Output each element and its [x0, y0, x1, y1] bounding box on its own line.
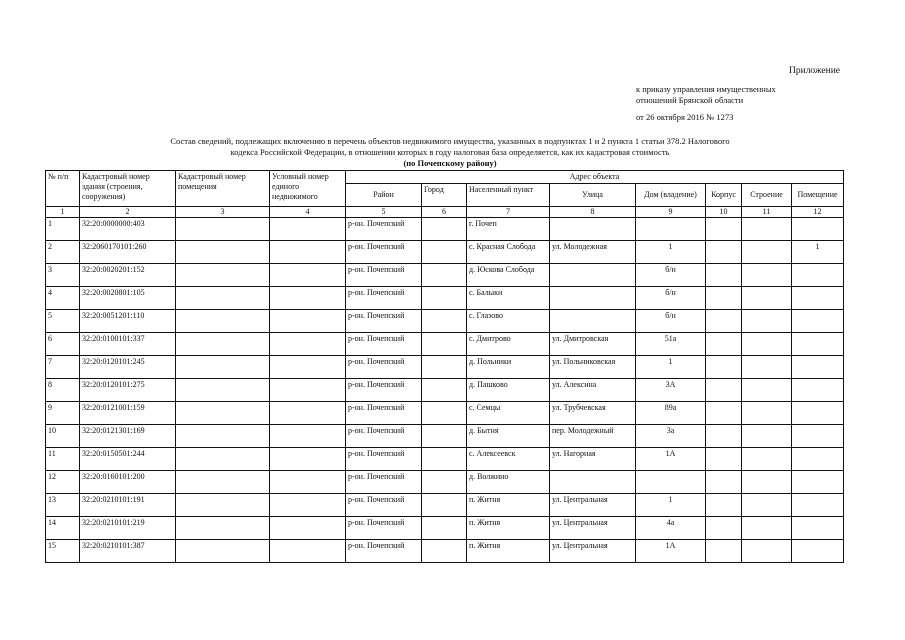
table-cell: пер. Молодежный: [550, 425, 636, 448]
table-cell: 89а: [636, 402, 706, 425]
table-cell: [550, 264, 636, 287]
table-cell: р-он. Почепский: [346, 425, 422, 448]
table-row: [46, 402, 844, 425]
table-cell: [176, 494, 270, 517]
table-cell: 9: [46, 402, 80, 425]
table-row: [46, 379, 844, 402]
order-reference-line2: отношений Брянской области: [636, 95, 744, 105]
table-cell: [792, 356, 844, 379]
table-cell: д. Волжино: [467, 471, 550, 494]
document-title: [60, 136, 840, 169]
table-cell: [792, 287, 844, 310]
table-cell: [706, 540, 742, 563]
table-cell: с. Балыки: [467, 287, 550, 310]
table-cell: [706, 379, 742, 402]
header-cadastral-room: Кадастровый номер помещения: [176, 171, 270, 207]
table-cell: [792, 540, 844, 563]
table-cell: 15: [46, 540, 80, 563]
table-cell: [706, 402, 742, 425]
table-cell: [270, 241, 346, 264]
table-cell: 1: [636, 241, 706, 264]
table-cell: [550, 310, 636, 333]
table-cell: [422, 379, 467, 402]
header-num: № п/п: [46, 171, 80, 207]
table-cell: [422, 471, 467, 494]
table-cell: [706, 425, 742, 448]
header-street: Улица: [550, 184, 636, 207]
table-cell: 32:20:0120101:245: [80, 356, 176, 379]
table-cell: р-он. Почепский: [346, 494, 422, 517]
header-conditional-number: Условный номер единого недвижимого: [270, 171, 346, 207]
table-cell: 32:20:0210101:219: [80, 517, 176, 540]
table-row: [46, 425, 844, 448]
table-cell: [706, 517, 742, 540]
table-cell: 14: [46, 517, 80, 540]
table-cell: [270, 540, 346, 563]
table-cell: [742, 264, 792, 287]
table-row: [46, 448, 844, 471]
table-cell: [422, 402, 467, 425]
table-cell: [176, 402, 270, 425]
table-cell: [550, 218, 636, 241]
table-cell: 32:20:0121001:159: [80, 402, 176, 425]
column-number: 3: [176, 207, 270, 218]
table-cell: [270, 425, 346, 448]
table-cell: [742, 448, 792, 471]
table-cell: [422, 448, 467, 471]
table-cell: 1: [46, 218, 80, 241]
table-cell: 10: [46, 425, 80, 448]
table-cell: д. Юскова Слобода: [467, 264, 550, 287]
table-cell: [422, 287, 467, 310]
table-cell: р-он. Почепский: [346, 448, 422, 471]
header-korpus: Корпус: [706, 184, 742, 207]
table-cell: 4а: [636, 517, 706, 540]
table-cell: [422, 310, 467, 333]
table-cell: ул. Центральная: [550, 540, 636, 563]
table-cell: ул. Польниковская: [550, 356, 636, 379]
table-cell: 51а: [636, 333, 706, 356]
table-cell: ул. Молодежная: [550, 241, 636, 264]
table-cell: р-он. Почепский: [346, 517, 422, 540]
table-cell: [422, 540, 467, 563]
table-cell: [270, 517, 346, 540]
table-row: [46, 540, 844, 563]
table-cell: с. Глазово: [467, 310, 550, 333]
column-number-row: [46, 207, 844, 218]
column-number: 5: [346, 207, 422, 218]
table-cell: д. Пашково: [467, 379, 550, 402]
table-row: [46, 333, 844, 356]
table-cell: [270, 287, 346, 310]
header-city: Город: [422, 184, 467, 207]
table-cell: [270, 448, 346, 471]
table-cell: р-он. Почепский: [346, 402, 422, 425]
table-cell: [422, 264, 467, 287]
table-cell: [422, 241, 467, 264]
table-row: [46, 264, 844, 287]
header-cadastral-building: Кадастровый номер здания (строения, сооружения): [80, 171, 176, 207]
table-row: [46, 287, 844, 310]
table-cell: с. Семцы: [467, 402, 550, 425]
table-row: [46, 310, 844, 333]
order-reference-line1: к приказу управления имущественных: [636, 84, 776, 94]
table-cell: [742, 333, 792, 356]
table-row: [46, 494, 844, 517]
column-number: 12: [792, 207, 844, 218]
table-cell: [550, 287, 636, 310]
title-line1: Состав сведений, подлежащих включению в перечень объектов недвижимого имущества, указанных в подпунктах 1 и 2 пункта 1 статьи 378.2 Налогового: [170, 136, 730, 146]
table-cell: [636, 471, 706, 494]
title-line2: кодекса Российской Федерации, в отношении которых в году налоговая база определяется, как их кадастровая стоимость: [230, 147, 670, 157]
column-number: 10: [706, 207, 742, 218]
table-cell: р-он. Почепский: [346, 218, 422, 241]
table-cell: [270, 379, 346, 402]
table-cell: [176, 218, 270, 241]
table-cell: р-он. Почепский: [346, 333, 422, 356]
table-cell: [792, 494, 844, 517]
table-cell: [270, 218, 346, 241]
table-cell: [176, 241, 270, 264]
table-cell: [176, 517, 270, 540]
header-settlement: Населенный пункт: [467, 184, 550, 207]
table-cell: [706, 264, 742, 287]
column-number: 6: [422, 207, 467, 218]
property-table: [45, 170, 844, 563]
table-cell: с. Красная Слобода: [467, 241, 550, 264]
table-row: [46, 218, 844, 241]
table-body: [46, 207, 844, 563]
table-cell: р-он. Почепский: [346, 287, 422, 310]
table-cell: р-он. Почепский: [346, 310, 422, 333]
table-cell: 1А: [636, 540, 706, 563]
table-cell: [422, 517, 467, 540]
table-cell: 32:20:0210101:387: [80, 540, 176, 563]
table-cell: [792, 310, 844, 333]
table-cell: [792, 218, 844, 241]
table-cell: 7: [46, 356, 80, 379]
table-cell: [176, 333, 270, 356]
table-cell: [270, 310, 346, 333]
table-cell: 3а: [636, 425, 706, 448]
table-cell: ул. Дмитровская: [550, 333, 636, 356]
table-cell: [742, 425, 792, 448]
table-cell: 8: [46, 379, 80, 402]
table-cell: 32:20:0051201:110: [80, 310, 176, 333]
table-cell: б/н: [636, 264, 706, 287]
table-cell: 32:20:0160101:200: [80, 471, 176, 494]
table-cell: с. Дмитрово: [467, 333, 550, 356]
table-cell: ул. Трубчевская: [550, 402, 636, 425]
table-cell: [270, 402, 346, 425]
table-row: [46, 356, 844, 379]
table-cell: [792, 517, 844, 540]
table-cell: 1А: [636, 448, 706, 471]
table-cell: [176, 310, 270, 333]
table-cell: [706, 241, 742, 264]
table-cell: 11: [46, 448, 80, 471]
column-number: 4: [270, 207, 346, 218]
table-cell: [176, 287, 270, 310]
table-cell: п. Житня: [467, 517, 550, 540]
table-cell: [422, 218, 467, 241]
table-cell: б/н: [636, 287, 706, 310]
table-cell: [706, 448, 742, 471]
table-cell: [176, 425, 270, 448]
column-number: 2: [80, 207, 176, 218]
table-cell: [270, 471, 346, 494]
table-cell: п. Житня: [467, 494, 550, 517]
table-cell: 1: [792, 241, 844, 264]
table-cell: г. Почеп: [467, 218, 550, 241]
table-cell: ул. Центральная: [550, 517, 636, 540]
header-building: Строение: [742, 184, 792, 207]
table-cell: с. Алексеевск: [467, 448, 550, 471]
table-cell: [706, 494, 742, 517]
table-cell: 32:20:0121301:169: [80, 425, 176, 448]
header-address: Адрес объекта: [346, 171, 844, 184]
table-cell: 32:20:0210101:191: [80, 494, 176, 517]
table-cell: [706, 218, 742, 241]
table-cell: ул. Нагорная: [550, 448, 636, 471]
table-cell: [706, 287, 742, 310]
table-cell: 5: [46, 310, 80, 333]
column-number: 11: [742, 207, 792, 218]
table-cell: [792, 448, 844, 471]
table-cell: [742, 471, 792, 494]
table-cell: [270, 494, 346, 517]
header-house: Дом (владение): [636, 184, 706, 207]
table-cell: 1: [636, 356, 706, 379]
table-cell: п. Житня: [467, 540, 550, 563]
table-cell: [706, 471, 742, 494]
table-cell: [706, 356, 742, 379]
table-cell: 32:20:0120101:275: [80, 379, 176, 402]
table-cell: [176, 264, 270, 287]
header-district: Район: [346, 184, 422, 207]
table-cell: 32:20:0020801:105: [80, 287, 176, 310]
table-cell: [792, 402, 844, 425]
table-cell: [706, 310, 742, 333]
table-cell: 13: [46, 494, 80, 517]
column-number: 1: [46, 207, 80, 218]
table-cell: ул. Алексина: [550, 379, 636, 402]
table-cell: 3А: [636, 379, 706, 402]
table-cell: [742, 218, 792, 241]
table-cell: [706, 333, 742, 356]
table-cell: [636, 218, 706, 241]
table-cell: 2: [46, 241, 80, 264]
table-cell: [742, 494, 792, 517]
table-cell: р-он. Почепский: [346, 540, 422, 563]
table-cell: б/н: [636, 310, 706, 333]
title-district: (по Почепскому району): [403, 158, 497, 168]
table-cell: [422, 494, 467, 517]
table-cell: [422, 425, 467, 448]
table-cell: [742, 540, 792, 563]
table-cell: [422, 356, 467, 379]
table-cell: ул. Центральная: [550, 494, 636, 517]
order-date: от 26 октября 2016 № 1273: [636, 112, 734, 122]
table-cell: [792, 471, 844, 494]
table-cell: [550, 471, 636, 494]
table-cell: [742, 287, 792, 310]
table-cell: [270, 333, 346, 356]
table-cell: 4: [46, 287, 80, 310]
table-cell: [176, 356, 270, 379]
table-cell: [742, 356, 792, 379]
table-cell: 32:20:0150501:244: [80, 448, 176, 471]
table-row: [46, 471, 844, 494]
column-number: 9: [636, 207, 706, 218]
table-cell: [792, 379, 844, 402]
table-cell: [270, 356, 346, 379]
table-cell: 1: [636, 494, 706, 517]
table-cell: [176, 540, 270, 563]
table-cell: [742, 402, 792, 425]
table-row: [46, 517, 844, 540]
header-room: Помещение: [792, 184, 844, 207]
table-cell: 3: [46, 264, 80, 287]
table-cell: [792, 333, 844, 356]
table-cell: 32:20:0000000:403: [80, 218, 176, 241]
table-cell: 32:20:0100101:337: [80, 333, 176, 356]
table-cell: р-он. Почепский: [346, 264, 422, 287]
table-cell: [270, 264, 346, 287]
table-cell: р-он. Почепский: [346, 241, 422, 264]
table-cell: [176, 448, 270, 471]
table-cell: [742, 241, 792, 264]
table-row: [46, 241, 844, 264]
table-cell: [176, 379, 270, 402]
table-cell: д. Польники: [467, 356, 550, 379]
table-cell: [176, 471, 270, 494]
table-cell: р-он. Почепский: [346, 356, 422, 379]
table-cell: [742, 310, 792, 333]
table-cell: [742, 379, 792, 402]
column-number: 8: [550, 207, 636, 218]
table-cell: 32:20:0020201:152: [80, 264, 176, 287]
table-cell: 32:2060170101:260: [80, 241, 176, 264]
table-cell: [422, 333, 467, 356]
table-cell: р-он. Почепский: [346, 471, 422, 494]
table-cell: [792, 264, 844, 287]
table-cell: 6: [46, 333, 80, 356]
header-row-top: [46, 171, 844, 184]
table-cell: д. Бытня: [467, 425, 550, 448]
table-cell: [742, 517, 792, 540]
table-cell: [792, 425, 844, 448]
appendix-label: Приложение: [789, 66, 840, 76]
table-cell: р-он. Почепский: [346, 379, 422, 402]
column-number: 7: [467, 207, 550, 218]
table-cell: 12: [46, 471, 80, 494]
